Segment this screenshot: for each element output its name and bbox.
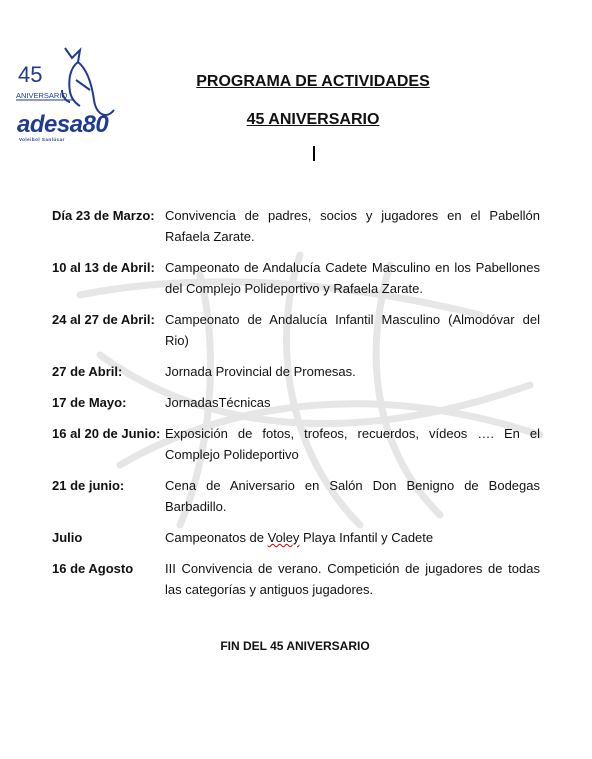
- activity-description: Campeonato de Andalucía Cadete Masculino en los Pabellones del Complejo Polideportivo y Rafaela Zarate.: [165, 260, 540, 296]
- text-cursor: [313, 146, 315, 161]
- list-item: [52, 423, 540, 465]
- list-item: [52, 361, 540, 382]
- list-item: [52, 392, 540, 413]
- logo-sub: Voleibol Sanlúcar: [19, 137, 65, 142]
- activity-description: Convivencia de padres, socios y jugadores en el Pabellón Rafaela Zarate.: [165, 208, 540, 244]
- logo-ribbon: ANIVERSARIO: [16, 91, 68, 100]
- page-title: PROGRAMA DE ACTIVIDADES: [196, 73, 430, 90]
- activity-date: Día 23 de Marzo:: [52, 208, 155, 223]
- list-item: [52, 527, 540, 548]
- desc-part: Campeonatos de: [165, 530, 268, 545]
- activity-description: Jornada Provincial de Promesas.: [165, 364, 356, 379]
- activity-date: Julio: [52, 530, 83, 545]
- activity-date: 16 de Agosto: [52, 561, 134, 576]
- activity-description: [165, 527, 540, 548]
- logo-name: adesa80: [17, 111, 109, 138]
- spellcheck-word: Voley: [267, 530, 300, 545]
- list-item: [52, 257, 540, 299]
- list-item: [52, 558, 540, 600]
- activity-date: 21 de junio:: [52, 478, 125, 493]
- page-subtitle: 45 ANIVERSARIO: [246, 111, 380, 128]
- list-item: [52, 475, 540, 517]
- activity-description: Exposición de fotos, trofeos, recuerdos, vídeos …. En el Complejo Polideportivo: [165, 426, 540, 462]
- activity-description: Cena de Aniversario en Salón Don Benigno de Bodegas Barbadillo.: [165, 478, 540, 514]
- list-item: [52, 309, 540, 351]
- activity-date: 10 al 13 de Abril:: [52, 260, 155, 275]
- desc-part: Playa Infantil y Cadete: [299, 530, 434, 545]
- activity-date: 24 al 27 de Abril:: [52, 312, 155, 327]
- list-item: [52, 205, 540, 247]
- activity-description: III Convivencia de verano. Competición de jugadores de todas las categorías y antiguos jugadores.: [165, 561, 540, 597]
- activity-date: 27 de Abril:: [52, 364, 123, 379]
- activity-date: 16 al 20 de Junio:: [52, 426, 161, 441]
- logo-number: 45: [18, 62, 43, 87]
- activity-description: JornadasTécnicas: [165, 395, 271, 410]
- activity-description: Campeonato de Andalucía Infantil Masculino (Almodóvar del Rio): [165, 312, 540, 348]
- closing-note: FIN DEL 45 ANIVERSARIO: [220, 639, 370, 653]
- activity-date: 17 de Mayo:: [52, 395, 127, 410]
- activity-list: [52, 205, 540, 610]
